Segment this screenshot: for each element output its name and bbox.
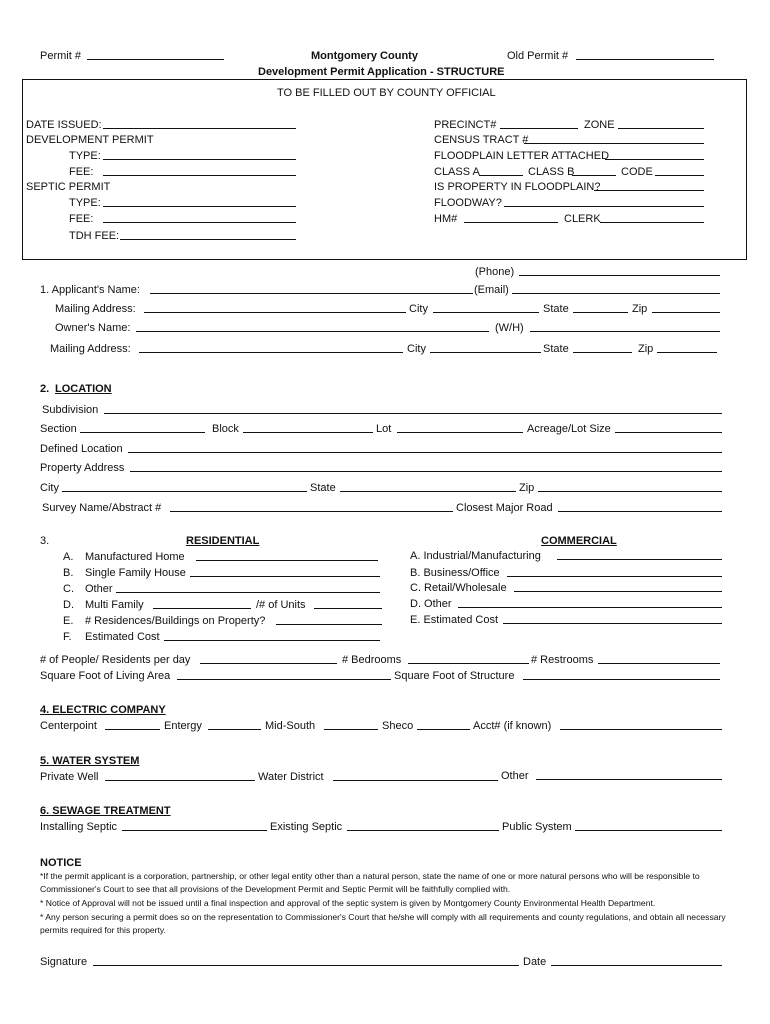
owner-mailing-address-label: Mailing Address:: [50, 343, 131, 355]
code-label: CODE: [621, 166, 653, 178]
com-label-a: A. Industrial/Manufacturing: [410, 550, 541, 562]
com-label-d: D. Other: [410, 598, 452, 610]
applicant-city-label: City: [409, 303, 428, 315]
res-label-e: # Residences/Buildings on Property?: [85, 615, 266, 627]
code-field[interactable]: [655, 166, 704, 176]
res-letter-d: D.: [63, 599, 74, 611]
survey-field[interactable]: [170, 502, 453, 512]
class-a-field[interactable]: [479, 166, 523, 176]
com-label-e: E. Estimated Cost: [410, 614, 499, 626]
applicant-state-field[interactable]: [573, 303, 628, 313]
septic-fee-label: FEE:: [69, 213, 94, 225]
closest-road-label: Closest Major Road: [456, 502, 553, 514]
people-label: # of People/ Residents per day: [40, 654, 191, 666]
septic-fee-field[interactable]: [103, 213, 296, 223]
industrial-field[interactable]: [557, 550, 722, 560]
public-system-field[interactable]: [575, 821, 722, 831]
electric-heading: 4. ELECTRIC COMPANY: [40, 704, 166, 716]
applicant-name-field[interactable]: [150, 284, 473, 294]
form-title: Development Permit Application - STRUCTURE: [258, 66, 505, 78]
res-letter-b: B.: [63, 567, 74, 579]
class-b-field[interactable]: [572, 166, 616, 176]
structure-number: 3.: [40, 535, 50, 547]
old-permit-label: Old Permit #: [507, 50, 569, 62]
entergy-field[interactable]: [208, 720, 261, 730]
dev-type-field[interactable]: [103, 150, 296, 160]
census-tract-label: CENSUS TRACT #: [434, 134, 529, 146]
res-letter-e: E.: [63, 615, 74, 627]
water-heading: 5. WATER SYSTEM: [40, 755, 140, 767]
sqft-living-field[interactable]: [177, 670, 391, 680]
midsouth-label: Mid-South: [265, 720, 316, 732]
water-other-label: Other: [501, 770, 529, 782]
res-letter-c: C.: [63, 583, 74, 595]
res-label-b: Single Family House: [85, 567, 186, 579]
survey-label: Survey Name/Abstract #: [42, 502, 162, 514]
floodplain-letter-label: FLOODPLAIN LETTER ATTACHED: [434, 150, 610, 162]
subdivision-label: Subdivision: [42, 404, 99, 416]
notice-heading: NOTICE: [40, 857, 82, 869]
septic-permit-label: SEPTIC PERMIT: [26, 181, 111, 193]
property-address-field[interactable]: [130, 462, 722, 472]
res-label-c: Other: [85, 583, 113, 595]
owner-name-label: Owner's Name:: [55, 322, 131, 334]
hm-field[interactable]: [464, 213, 558, 223]
sheco-label: Sheco: [382, 720, 414, 732]
restrooms-field[interactable]: [598, 654, 720, 664]
email-field[interactable]: [512, 284, 720, 294]
location-heading: LOCATION: [55, 383, 112, 395]
development-permit-label: DEVELOPMENT PERMIT: [26, 134, 154, 146]
public-system-label: Public System: [502, 821, 572, 833]
in-floodplain-field[interactable]: [594, 181, 704, 191]
res-estimated-cost-field[interactable]: [164, 631, 380, 641]
people-field[interactable]: [200, 654, 337, 664]
notice-paragraph-1: *If the permit applicant is a corporation, partnership, or other legal entity other than a natural person, state the name of one or more natural persons who will be responsible to Commissioner's Court to see that all provisions of the Development Permit and Septic Permit will be faithfully complied with.: [40, 871, 700, 894]
private-well-label: Private Well: [40, 771, 99, 783]
mailing-address-label: Mailing Address:: [55, 303, 136, 315]
notice-paragraph-3: * Any person securing a permit does so on the representation to Commissioner's Court that he/she will comply with all requirements and county regulations, and obtain all necessary permits required for this property.: [40, 912, 726, 935]
septic-type-label: TYPE:: [69, 197, 101, 209]
units-label: /# of Units: [256, 599, 306, 611]
section-label: Section: [40, 423, 77, 435]
owner-name-field[interactable]: [136, 322, 489, 332]
phone-label: (Phone): [475, 266, 515, 278]
floodplain-letter-field[interactable]: [605, 150, 704, 160]
res-label-a: Manufactured Home: [85, 551, 185, 563]
owner-zip-label: Zip: [638, 343, 654, 355]
applicant-state-label: State: [543, 303, 569, 315]
dev-type-label: TYPE:: [69, 150, 101, 162]
com-estimated-cost-field[interactable]: [503, 614, 722, 624]
res-letter-f: F.: [63, 631, 72, 643]
block-label: Block: [212, 423, 239, 435]
floodway-label: FLOODWAY?: [434, 197, 502, 209]
applicant-name-label: 1. Applicant's Name:: [40, 284, 140, 296]
com-other-field[interactable]: [458, 598, 722, 608]
midsouth-field[interactable]: [324, 720, 378, 730]
entergy-label: Entergy: [164, 720, 202, 732]
commercial-heading: COMMERCIAL: [541, 535, 617, 547]
block-field[interactable]: [243, 423, 373, 433]
permit-number-field[interactable]: [87, 50, 224, 60]
signature-field[interactable]: [93, 956, 519, 966]
notice-paragraph-2: * Notice of Approval will not be issued until a final inspection and approval of the septic system is given by Montgomery County Environmental Health Department.: [40, 898, 656, 908]
residential-heading: RESIDENTIAL: [186, 535, 260, 547]
clerk-field[interactable]: [600, 213, 704, 223]
units-field[interactable]: [314, 599, 382, 609]
zone-label: ZONE: [584, 119, 615, 131]
acct-label: Acct# (if known): [473, 720, 552, 732]
manufactured-home-field[interactable]: [196, 551, 378, 561]
acct-field[interactable]: [560, 720, 722, 730]
applicant-zip-label: Zip: [632, 303, 648, 315]
lot-field[interactable]: [397, 423, 523, 433]
applicant-zip-field[interactable]: [652, 303, 720, 313]
property-address-label: Property Address: [40, 462, 125, 474]
dev-fee-field[interactable]: [103, 166, 296, 176]
com-label-c: C. Retail/Wholesale: [410, 582, 507, 594]
sheco-field[interactable]: [417, 720, 470, 730]
precinct-label: PRECINCT#: [434, 119, 497, 131]
wh-label: (W/H): [495, 322, 524, 334]
installing-septic-field[interactable]: [122, 821, 267, 831]
clerk-label: CLERK: [564, 213, 601, 225]
defined-location-label: Defined Location: [40, 443, 123, 455]
installing-septic-label: Installing Septic: [40, 821, 118, 833]
private-well-field[interactable]: [105, 771, 255, 781]
class-a-label: CLASS A: [434, 166, 480, 178]
county-name: Montgomery County: [311, 50, 418, 62]
in-floodplain-label: IS PROPERTY IN FLOODPLAIN?: [434, 181, 601, 193]
closest-road-field[interactable]: [558, 502, 722, 512]
tdh-fee-label: TDH FEE:: [69, 230, 120, 242]
permit-number-label: Permit #: [40, 50, 81, 62]
owner-city-label: City: [407, 343, 426, 355]
zone-field[interactable]: [618, 119, 704, 129]
sewage-heading: 6. SEWAGE TREATMENT: [40, 805, 171, 817]
owner-state-label: State: [543, 343, 569, 355]
location-city-label: City: [40, 482, 59, 494]
acreage-label: Acreage/Lot Size: [527, 423, 611, 435]
res-other-field[interactable]: [116, 583, 380, 593]
owner-city-field[interactable]: [430, 343, 541, 353]
date-issued-field[interactable]: [103, 119, 296, 129]
wh-field[interactable]: [530, 322, 720, 332]
water-district-label: Water District: [258, 771, 324, 783]
date-issued-label: DATE ISSUED:: [26, 119, 102, 131]
location-city-field[interactable]: [62, 482, 307, 492]
centerpoint-field[interactable]: [105, 720, 160, 730]
bedrooms-field[interactable]: [408, 654, 529, 664]
email-label: (Email): [474, 284, 509, 296]
residences-count-field[interactable]: [276, 615, 382, 625]
existing-septic-label: Existing Septic: [270, 821, 343, 833]
location-state-label: State: [310, 482, 336, 494]
centerpoint-label: Centerpoint: [40, 720, 97, 732]
res-letter-a: A.: [63, 551, 74, 563]
sqft-structure-label: Square Foot of Structure: [394, 670, 515, 682]
hm-label: HM#: [434, 213, 458, 225]
phone-field[interactable]: [519, 266, 720, 276]
location-state-field[interactable]: [340, 482, 516, 492]
tdh-fee-field[interactable]: [120, 230, 296, 240]
date-field[interactable]: [551, 956, 722, 966]
dev-fee-label: FEE:: [69, 166, 94, 178]
business-office-field[interactable]: [507, 567, 722, 577]
sqft-structure-field[interactable]: [523, 670, 720, 680]
sqft-living-label: Square Foot of Living Area: [40, 670, 171, 682]
com-label-b: B. Business/Office: [410, 567, 500, 579]
owner-mailing-address-field[interactable]: [139, 343, 403, 353]
single-family-field[interactable]: [190, 567, 380, 577]
old-permit-field[interactable]: [576, 50, 714, 60]
owner-state-field[interactable]: [573, 343, 632, 353]
retail-field[interactable]: [514, 582, 722, 592]
location-zip-field[interactable]: [538, 482, 722, 492]
septic-type-field[interactable]: [103, 197, 296, 207]
res-label-d: Multi Family: [85, 599, 144, 611]
applicant-city-field[interactable]: [433, 303, 539, 313]
restrooms-label: # Restrooms: [531, 654, 594, 666]
date-label: Date: [523, 956, 547, 968]
mailing-address-field[interactable]: [144, 303, 406, 313]
class-b-label: CLASS B: [528, 166, 575, 178]
existing-septic-field[interactable]: [347, 821, 499, 831]
multi-family-field[interactable]: [153, 599, 251, 609]
official-heading: TO BE FILLED OUT BY COUNTY OFFICIAL: [277, 87, 496, 99]
acreage-field[interactable]: [615, 423, 722, 433]
location-zip-label: Zip: [519, 482, 535, 494]
lot-label: Lot: [376, 423, 392, 435]
water-district-field[interactable]: [333, 771, 498, 781]
water-other-field[interactable]: [536, 770, 722, 780]
defined-location-field[interactable]: [128, 443, 722, 453]
owner-zip-field[interactable]: [657, 343, 717, 353]
location-number: 2.: [40, 383, 50, 395]
precinct-field[interactable]: [500, 119, 578, 129]
subdivision-field[interactable]: [104, 404, 722, 414]
section-field[interactable]: [80, 423, 205, 433]
res-label-f: Estimated Cost: [85, 631, 160, 643]
census-tract-field[interactable]: [524, 134, 704, 144]
floodway-field[interactable]: [504, 197, 704, 207]
bedrooms-label: # Bedrooms: [342, 654, 402, 666]
signature-label: Signature: [40, 956, 88, 968]
